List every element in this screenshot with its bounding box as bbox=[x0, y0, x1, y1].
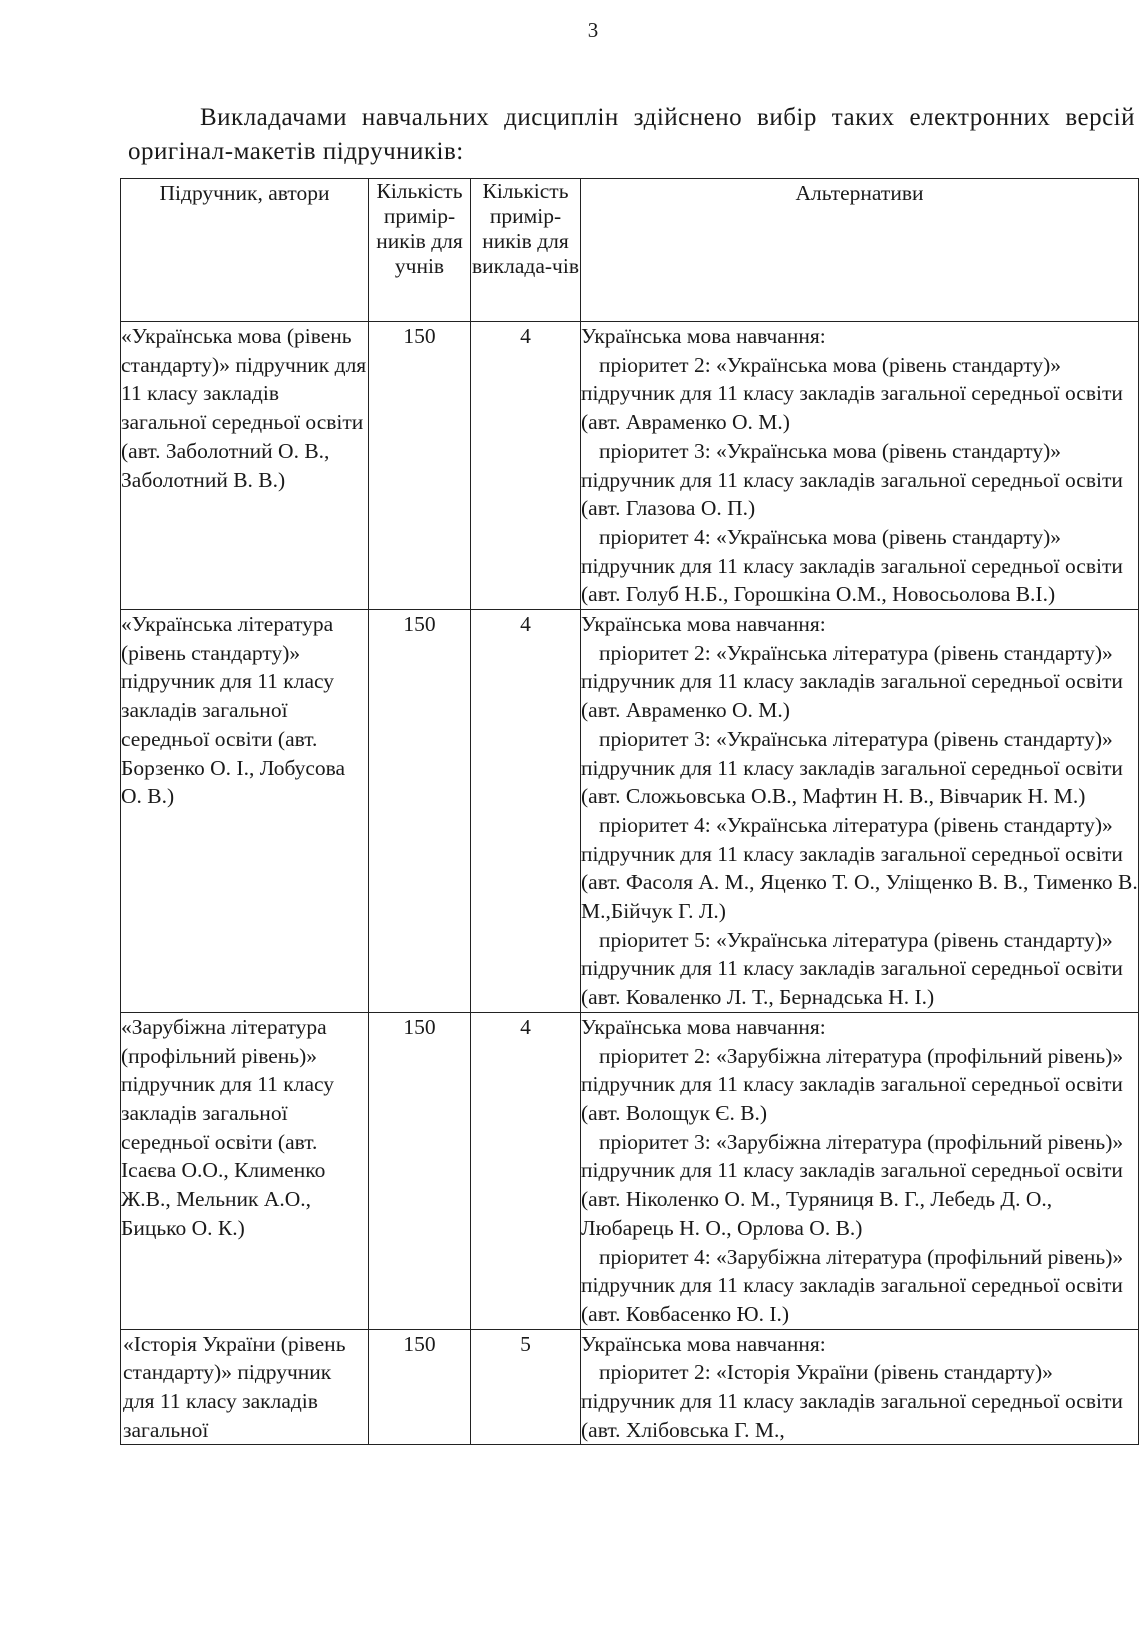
header-teachers-count: Кількість примір-ників для виклада-чів bbox=[471, 179, 581, 322]
alternative-priority-item: пріоритет 3: «Зарубіжна література (профільний рівень)» підручник для 11 класу закладів загальної середньої освіти (авт. Ніколенко О. М., Туряниця В. Г., Лебедь Д. О., Любарець Н. О., Орлова О. В.) bbox=[581, 1129, 1124, 1240]
alternative-priority-item: пріоритет 3: «Українська література (рівень стандарту)» підручник для 11 класу закладів загальної середньої освіти (авт. Сложьовська О.В., Мафтин Н. В., Вівчарик Н. М.) bbox=[581, 726, 1123, 809]
alternative-priority-item: пріоритет 5: «Українська література (рівень стандарту)» підручник для 11 класу закладів загальної середньої освіти (авт. Коваленко Л. Т., Бернадська Н. І.) bbox=[581, 927, 1123, 1010]
alternatives-cell bbox=[581, 610, 1139, 1013]
alternatives-language: Українська мова навчання: bbox=[581, 324, 826, 348]
book-cell: «Історія України (рівень стандарту)» підручник для 11 класу закладів загальної bbox=[121, 1329, 369, 1445]
students-count-cell: 150 bbox=[369, 1329, 471, 1445]
teachers-count-cell: 4 bbox=[471, 610, 581, 1013]
intro-paragraph: Викладачами навчальних дисциплін здійснено вибір таких електронних версій оригінал-макетів підручників: bbox=[128, 104, 1135, 165]
alternatives-language: Українська мова навчання: bbox=[581, 1331, 826, 1356]
alternative-priority-item: пріоритет 2: «Українська мова (рівень стандарту)» підручник для 11 класу закладів загальної середньої освіти (авт. Авраменко О. М.) bbox=[581, 352, 1123, 435]
textbook-selection-table bbox=[120, 178, 1139, 1445]
table-row bbox=[121, 322, 1139, 610]
book-cell: «Українська мова (рівень стандарту)» підручник для 11 класу закладів загальної середньої освіти (авт. Заболотний О. В., Заболотний В. В.) bbox=[121, 322, 369, 610]
book-cell: «Зарубіжна література (профільний рівень)» підручник для 11 класу закладів загальної середньої освіти (авт. Ісаєва О.О., Клименко Ж.В., Мельник А.О., Бицько О. К.) bbox=[121, 1012, 369, 1329]
alternatives-cell bbox=[581, 1329, 1139, 1445]
table-row bbox=[121, 610, 1139, 1013]
alternative-priority-item: пріоритет 4: «Українська мова (рівень стандарту)» підручник для 11 класу закладів загальної середньої освіти (авт. Голуб Н.Б., Горошкіна О.М., Новосьолова В.І.) bbox=[581, 524, 1123, 607]
table-row bbox=[121, 1329, 1139, 1445]
table-header-row bbox=[121, 179, 1139, 322]
students-count-cell: 150 bbox=[369, 322, 471, 610]
alternative-priority-item: пріоритет 2: «Історія України (рівень стандарту)» підручник для 11 класу закладів загальної середньої освіти (авт. Хлібовська Г. М., bbox=[581, 1360, 1123, 1442]
alternative-priority-item: пріоритет 2: «Зарубіжна література (профільний рівень)» підручник для 11 класу закладів загальної середньої освіти (авт. Волощук Є. В.) bbox=[581, 1043, 1124, 1125]
book-cell: «Українська література (рівень стандарту)» підручник для 11 класу закладів загальної середньої освіти (авт. Борзенко О. І., Лобусова О. В.) bbox=[121, 610, 369, 1013]
teachers-count-cell: 5 bbox=[471, 1329, 581, 1445]
header-students-count: Кількість примір-ників для учнів bbox=[369, 179, 471, 322]
alternative-priority-item: пріоритет 4: «Зарубіжна література (профільний рівень)» підручник для 11 класу закладів загальної середньої освіти (авт. Ковбасенко Ю. І.) bbox=[581, 1244, 1124, 1326]
students-count-cell: 150 bbox=[369, 610, 471, 1013]
alternative-priority-item: пріоритет 4: «Українська література (рівень стандарту)» підручник для 11 класу закладів загальної середньої освіти (авт. Фасоля А. М., Яценко Т. О., Уліщенко В. В., Тименко В. М.,Бійчук Г. Л.) bbox=[581, 812, 1138, 924]
page-number: 3 bbox=[587, 18, 599, 42]
alternatives-cell bbox=[581, 1012, 1139, 1329]
alternative-priority-item: пріоритет 3: «Українська мова (рівень стандарту)» підручник для 11 класу закладів загальної середньої освіти (авт. Глазова О. П.) bbox=[581, 438, 1123, 521]
alternatives-cell bbox=[581, 322, 1139, 610]
alternatives-language: Українська мова навчання: bbox=[581, 1014, 826, 1039]
table-row bbox=[121, 1012, 1139, 1329]
teachers-count-cell: 4 bbox=[471, 322, 581, 610]
teachers-count-cell: 4 bbox=[471, 1012, 581, 1329]
table-body bbox=[121, 322, 1139, 1445]
alternative-priority-item: пріоритет 2: «Українська література (рівень стандарту)» підручник для 11 класу закладів загальної середньої освіти (авт. Авраменко О. М.) bbox=[581, 640, 1123, 723]
header-book: Підручник, автори bbox=[121, 179, 369, 322]
header-alternatives: Альтернативи bbox=[581, 179, 1139, 322]
alternatives-language: Українська мова навчання: bbox=[581, 612, 826, 637]
students-count-cell: 150 bbox=[369, 1012, 471, 1329]
